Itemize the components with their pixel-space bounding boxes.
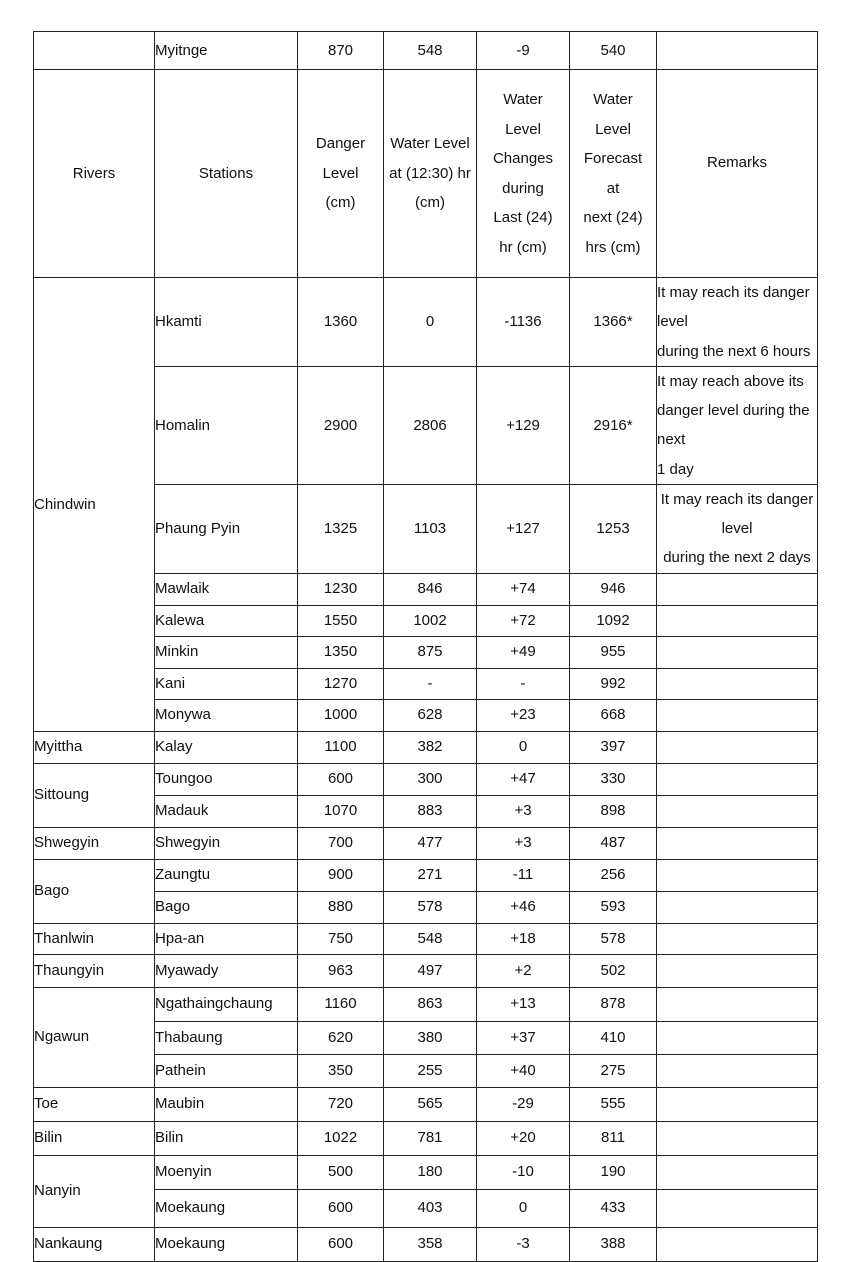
- danger-level-cell: 750: [298, 923, 384, 954]
- table-row: [34, 1121, 818, 1155]
- river-cell: Nankaung: [34, 1227, 155, 1261]
- water-level-cell: 548: [384, 32, 477, 70]
- table-row: [34, 1087, 818, 1121]
- remark-line: danger level during the next: [657, 402, 810, 449]
- station-cell: Minkin: [155, 636, 298, 668]
- danger-level-cell: 720: [298, 1087, 384, 1121]
- danger-level-cell: 500: [298, 1155, 384, 1189]
- forecast-cell: 955: [570, 636, 657, 668]
- table-row: [34, 1155, 818, 1189]
- water-level-cell: 628: [384, 699, 477, 731]
- level-change-cell: +49: [477, 636, 570, 668]
- forecast-cell: 811: [570, 1121, 657, 1155]
- water-level-cell: 300: [384, 763, 477, 795]
- forecast-cell: 992: [570, 668, 657, 699]
- forecast-cell: 898: [570, 795, 657, 827]
- header-line: Forecast: [583, 150, 643, 167]
- river-cell: Sittoung: [34, 763, 155, 827]
- level-change-cell: +127: [477, 484, 570, 573]
- level-change-cell: +37: [477, 1021, 570, 1054]
- header-line: Level: [505, 120, 541, 138]
- header-line: hrs (cm): [585, 238, 641, 256]
- header-row: [34, 70, 818, 278]
- danger-level-cell: 1160: [298, 987, 384, 1021]
- water-level-cell: 180: [384, 1155, 477, 1189]
- river-cell: Thanlwin: [34, 923, 155, 954]
- table-row: [34, 763, 818, 795]
- level-change-cell: -9: [477, 32, 570, 70]
- station-cell: Bago: [155, 891, 298, 923]
- remarks-cell: [657, 366, 818, 484]
- station-cell: Kani: [155, 668, 298, 699]
- danger-level-cell: 1550: [298, 605, 384, 636]
- station-cell: Pathein: [155, 1054, 298, 1087]
- header-line: hr (cm): [499, 238, 547, 256]
- header-line: Water: [593, 91, 633, 108]
- forecast-cell: 410: [570, 1021, 657, 1054]
- remarks-cell: [657, 859, 818, 891]
- remarks-cell: [657, 827, 818, 859]
- table-row: [34, 32, 818, 70]
- water-level-cell: 565: [384, 1087, 477, 1121]
- danger-level-cell: 1000: [298, 699, 384, 731]
- level-change-cell: +3: [477, 795, 570, 827]
- river-water-level-table: [33, 31, 818, 1262]
- river-cell: [34, 32, 155, 70]
- level-change-cell: -: [477, 668, 570, 699]
- danger-level-cell: 900: [298, 859, 384, 891]
- remarks-cell: [657, 923, 818, 954]
- forecast-cell: 540: [570, 32, 657, 70]
- water-level-cell: 0: [384, 278, 477, 367]
- level-change-cell: -11: [477, 859, 570, 891]
- river-cell: Toe: [34, 1087, 155, 1121]
- water-level-cell: 578: [384, 891, 477, 923]
- remarks-cell: [657, 1189, 818, 1227]
- remark-line: It may reach its danger level: [657, 284, 810, 331]
- forecast-cell: 2916*: [570, 366, 657, 484]
- river-cell: Chindwin: [34, 278, 155, 732]
- table-row: [34, 859, 818, 891]
- remark-line: It may reach its danger level: [660, 490, 814, 537]
- forecast-cell: 397: [570, 731, 657, 763]
- remarks-cell: [657, 668, 818, 699]
- water-level-cell: 477: [384, 827, 477, 859]
- forecast-cell: 946: [570, 573, 657, 605]
- header-line: Level: [322, 164, 359, 182]
- station-cell: Hkamti: [155, 278, 298, 367]
- remarks-cell: [657, 605, 818, 636]
- level-change-cell: +46: [477, 891, 570, 923]
- danger-level-cell: 2900: [298, 366, 384, 484]
- level-change-cell: +13: [477, 987, 570, 1021]
- forecast-cell: 433: [570, 1189, 657, 1227]
- level-change-cell: 0: [477, 1189, 570, 1227]
- header-water-level: [384, 70, 477, 278]
- water-level-cell: 2806: [384, 366, 477, 484]
- forecast-cell: 878: [570, 987, 657, 1021]
- forecast-cell: 275: [570, 1054, 657, 1087]
- station-cell: Hpa-an: [155, 923, 298, 954]
- forecast-cell: 555: [570, 1087, 657, 1121]
- station-cell: Homalin: [155, 366, 298, 484]
- river-cell: Ngawun: [34, 987, 155, 1087]
- danger-level-cell: 1100: [298, 731, 384, 763]
- station-cell: Myitnge: [155, 32, 298, 70]
- water-level-cell: 846: [384, 573, 477, 605]
- remarks-cell: [657, 1054, 818, 1087]
- header-line: (cm): [415, 194, 445, 212]
- river-cell: Shwegyin: [34, 827, 155, 859]
- level-change-cell: -10: [477, 1155, 570, 1189]
- level-change-cell: +2: [477, 954, 570, 987]
- header-line: next (24): [583, 209, 643, 226]
- level-change-cell: +18: [477, 923, 570, 954]
- remarks-cell: [657, 1227, 818, 1261]
- level-change-cell: +129: [477, 366, 570, 484]
- station-cell: Shwegyin: [155, 827, 298, 859]
- danger-level-cell: 1360: [298, 278, 384, 367]
- station-cell: Mawlaik: [155, 573, 298, 605]
- remarks-cell: [657, 731, 818, 763]
- danger-level-cell: 700: [298, 827, 384, 859]
- station-cell: Myawady: [155, 954, 298, 987]
- danger-level-cell: 620: [298, 1021, 384, 1054]
- remarks-cell: [657, 987, 818, 1021]
- remarks-cell: [657, 699, 818, 731]
- header-line: Water Level: [390, 135, 470, 153]
- station-cell: Thabaung: [155, 1021, 298, 1054]
- danger-level-cell: 1070: [298, 795, 384, 827]
- forecast-cell: 1253: [570, 484, 657, 573]
- water-level-cell: 1002: [384, 605, 477, 636]
- table-row: [34, 954, 818, 987]
- header-stations: Stations: [155, 70, 298, 278]
- station-cell: Moenyin: [155, 1155, 298, 1189]
- station-cell: Kalewa: [155, 605, 298, 636]
- remarks-cell: [657, 795, 818, 827]
- water-level-cell: 380: [384, 1021, 477, 1054]
- remarks-cell: [657, 278, 818, 367]
- station-cell: Zaungtu: [155, 859, 298, 891]
- level-change-cell: -29: [477, 1087, 570, 1121]
- remarks-cell: [657, 484, 818, 573]
- remark-line: It may reach above its: [657, 372, 804, 390]
- station-cell: Madauk: [155, 795, 298, 827]
- danger-level-cell: 1350: [298, 636, 384, 668]
- level-change-cell: +23: [477, 699, 570, 731]
- header-line: (cm): [325, 194, 356, 212]
- water-level-cell: 382: [384, 731, 477, 763]
- header-remarks: Remarks: [657, 70, 818, 278]
- river-cell: Thaungyin: [34, 954, 155, 987]
- level-change-cell: +47: [477, 763, 570, 795]
- table-row: [34, 278, 818, 367]
- river-cell: Bilin: [34, 1121, 155, 1155]
- header-line: Level: [595, 120, 631, 138]
- water-level-cell: 863: [384, 987, 477, 1021]
- danger-level-cell: 1270: [298, 668, 384, 699]
- remarks-cell: [657, 573, 818, 605]
- remark-line: 1 day: [657, 460, 694, 478]
- forecast-cell: 1092: [570, 605, 657, 636]
- header-line: at (12:30) hr: [389, 164, 471, 182]
- remarks-cell: [657, 1087, 818, 1121]
- water-level-cell: -: [384, 668, 477, 699]
- danger-level-cell: 600: [298, 1189, 384, 1227]
- remarks-cell: [657, 1155, 818, 1189]
- header-line: Last (24): [493, 209, 553, 226]
- remarks-cell: [657, 1121, 818, 1155]
- header-danger-level: [298, 70, 384, 278]
- header-line: Water: [503, 91, 543, 108]
- water-level-cell: 271: [384, 859, 477, 891]
- header-line: at: [606, 179, 620, 197]
- danger-level-cell: 880: [298, 891, 384, 923]
- level-change-cell: +72: [477, 605, 570, 636]
- station-cell: Moekaung: [155, 1189, 298, 1227]
- water-level-cell: 781: [384, 1121, 477, 1155]
- level-change-cell: -3: [477, 1227, 570, 1261]
- level-change-cell: +40: [477, 1054, 570, 1087]
- forecast-cell: 256: [570, 859, 657, 891]
- danger-level-cell: 600: [298, 763, 384, 795]
- table-row: [34, 1227, 818, 1261]
- danger-level-cell: 870: [298, 32, 384, 70]
- header-level-change: [477, 70, 570, 278]
- danger-level-cell: 1230: [298, 573, 384, 605]
- water-level-cell: 875: [384, 636, 477, 668]
- header-forecast: [570, 70, 657, 278]
- station-cell: Monywa: [155, 699, 298, 731]
- table-row: [34, 731, 818, 763]
- water-level-cell: 497: [384, 954, 477, 987]
- header-line: during: [502, 179, 544, 197]
- header-line: Changes: [492, 150, 554, 167]
- remarks-cell: [657, 636, 818, 668]
- remark-line: during the next 2 days: [663, 549, 811, 567]
- danger-level-cell: 600: [298, 1227, 384, 1261]
- water-level-cell: 358: [384, 1227, 477, 1261]
- forecast-cell: 190: [570, 1155, 657, 1189]
- header-line: Danger: [315, 135, 366, 153]
- forecast-cell: 502: [570, 954, 657, 987]
- danger-level-cell: 1325: [298, 484, 384, 573]
- level-change-cell: +74: [477, 573, 570, 605]
- level-change-cell: +3: [477, 827, 570, 859]
- remark-line: during the next 6 hours: [657, 342, 811, 360]
- forecast-cell: 487: [570, 827, 657, 859]
- station-cell: Bilin: [155, 1121, 298, 1155]
- remarks-cell: [657, 954, 818, 987]
- water-level-cell: 883: [384, 795, 477, 827]
- water-level-cell: 255: [384, 1054, 477, 1087]
- level-change-cell: +20: [477, 1121, 570, 1155]
- level-change-cell: -1136: [477, 278, 570, 367]
- table-row: [34, 987, 818, 1021]
- station-cell: Moekaung: [155, 1227, 298, 1261]
- water-level-cell: 403: [384, 1189, 477, 1227]
- danger-level-cell: 1022: [298, 1121, 384, 1155]
- water-level-cell: 548: [384, 923, 477, 954]
- remarks-cell: [657, 1021, 818, 1054]
- forecast-cell: 578: [570, 923, 657, 954]
- remarks-cell: [657, 763, 818, 795]
- header-rivers: Rivers: [34, 70, 155, 278]
- station-cell: Toungoo: [155, 763, 298, 795]
- table-row: [34, 923, 818, 954]
- station-cell: Phaung Pyin: [155, 484, 298, 573]
- forecast-cell: 1366*: [570, 278, 657, 367]
- forecast-cell: 593: [570, 891, 657, 923]
- forecast-cell: 330: [570, 763, 657, 795]
- forecast-cell: 668: [570, 699, 657, 731]
- river-cell: Myittha: [34, 731, 155, 763]
- forecast-cell: 388: [570, 1227, 657, 1261]
- level-change-cell: 0: [477, 731, 570, 763]
- water-level-cell: 1103: [384, 484, 477, 573]
- station-cell: Maubin: [155, 1087, 298, 1121]
- remarks-cell: [657, 32, 818, 70]
- station-cell: Kalay: [155, 731, 298, 763]
- river-cell: Bago: [34, 859, 155, 923]
- river-cell: Nanyin: [34, 1155, 155, 1227]
- danger-level-cell: 963: [298, 954, 384, 987]
- table-row: [34, 827, 818, 859]
- remarks-cell: [657, 891, 818, 923]
- station-cell: Ngathaingchaung: [155, 987, 298, 1021]
- danger-level-cell: 350: [298, 1054, 384, 1087]
